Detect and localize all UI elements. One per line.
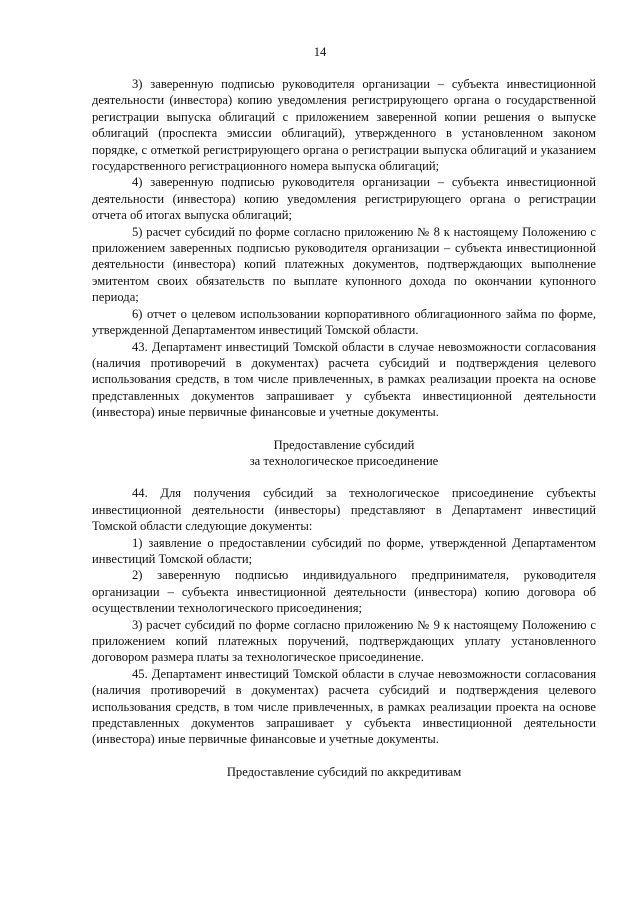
section-heading-tech-connection <box>92 437 596 470</box>
paragraph-item-3: 3) заверенную подписью руководителя организации – субъекта инвестиционной деятельности (инвестора) копию уведомления регистрирующего органа о государственной регистрации выпуска облигаций с приложением заверенной копии решения о выпуске облигаций (проспекта эмиссии облигаций), утвержденного в установленном законом порядке, с отметкой регистрирующего органа о регистрации выпуска облигаций и указанием государственного регистрационного номера выпуска облигаций; <box>92 77 596 174</box>
paragraph-clause-43: 43. Департамент инвестиций Томской области в случае невозможности согласования (наличия противоречий в документах) расчета субсидий и подтверждения целевого использования средств, в том числе привлеченных, в рамках реализации проекта на основе представленных документов запрашивает у субъекта инвестиционной деятельности (инвестора) иные первичные финансовые и учетные документы. <box>92 339 596 420</box>
document-body <box>92 76 596 780</box>
paragraph-item-6: 6) отчет о целевом использовании корпоративного облигационного займа по форме, утвержденной Департаментом инвестиций Томской области. <box>92 306 596 338</box>
section-heading-line-2: за технологическое присоединение <box>249 453 439 468</box>
section-heading-line-1: Предоставление субсидий <box>273 437 415 452</box>
paragraph-item-1: 1) заявление о предоставлении субсидий по форме, утвержденной Департаментом инвестиций Томской области; <box>92 535 596 566</box>
paragraph-item-3b: 3) расчет субсидий по форме согласно приложению № 9 к настоящему Положению с приложением копий платежных поручений, подтверждающих уплату установленного договором размера платы за технологическое присоединение. <box>92 617 596 665</box>
paragraph-clause-45: 45. Департамент инвестиций Томской области в случае невозможности согласования (наличия противоречий в документах) расчета субсидий и подтверждения целевого использования средств, в том числе привлеченных, в рамках реализации проекта на основе представленных документов запрашивает у субъекта инвестиционной деятельности (инвестора) иные первичные финансовые и учетные документы. <box>92 666 596 747</box>
paragraph-item-2: 2) заверенную подписью индивидуального предпринимателя, руководителя организации – субъекта инвестиционной деятельности (инвестора) копию договора об осуществлении технологического присоединения; <box>92 568 596 616</box>
paragraph-clause-44: 44. Для получения субсидий за технологическое присоединение субъекты инвестиционной деятельности (инвесторы) представляют в Департамент инвестиций Томской области следующие документы: <box>92 486 596 534</box>
paragraph-item-5: 5) расчет субсидий по форме согласно приложению № 8 к настоящему Положению с приложением заверенных подписью руководителя организации – субъекта инвестиционной деятельности (инвестора) копий платежных документов, подтверждающих выполнение эмитентом своих обязательств по выплате купонного дохода по окончании купонного периода; <box>92 224 596 305</box>
page-number: 14 <box>313 45 327 59</box>
paragraph-item-4: 4) заверенную подписью руководителя организации – субъекта инвестиционной деятельности (инвестора) копию уведомления регистрирующего органа о регистрации отчета об итогах выпуска облигаций; <box>92 175 596 223</box>
section-heading-letters-of-credit: Предоставление субсидий по аккредитивам <box>226 764 462 779</box>
